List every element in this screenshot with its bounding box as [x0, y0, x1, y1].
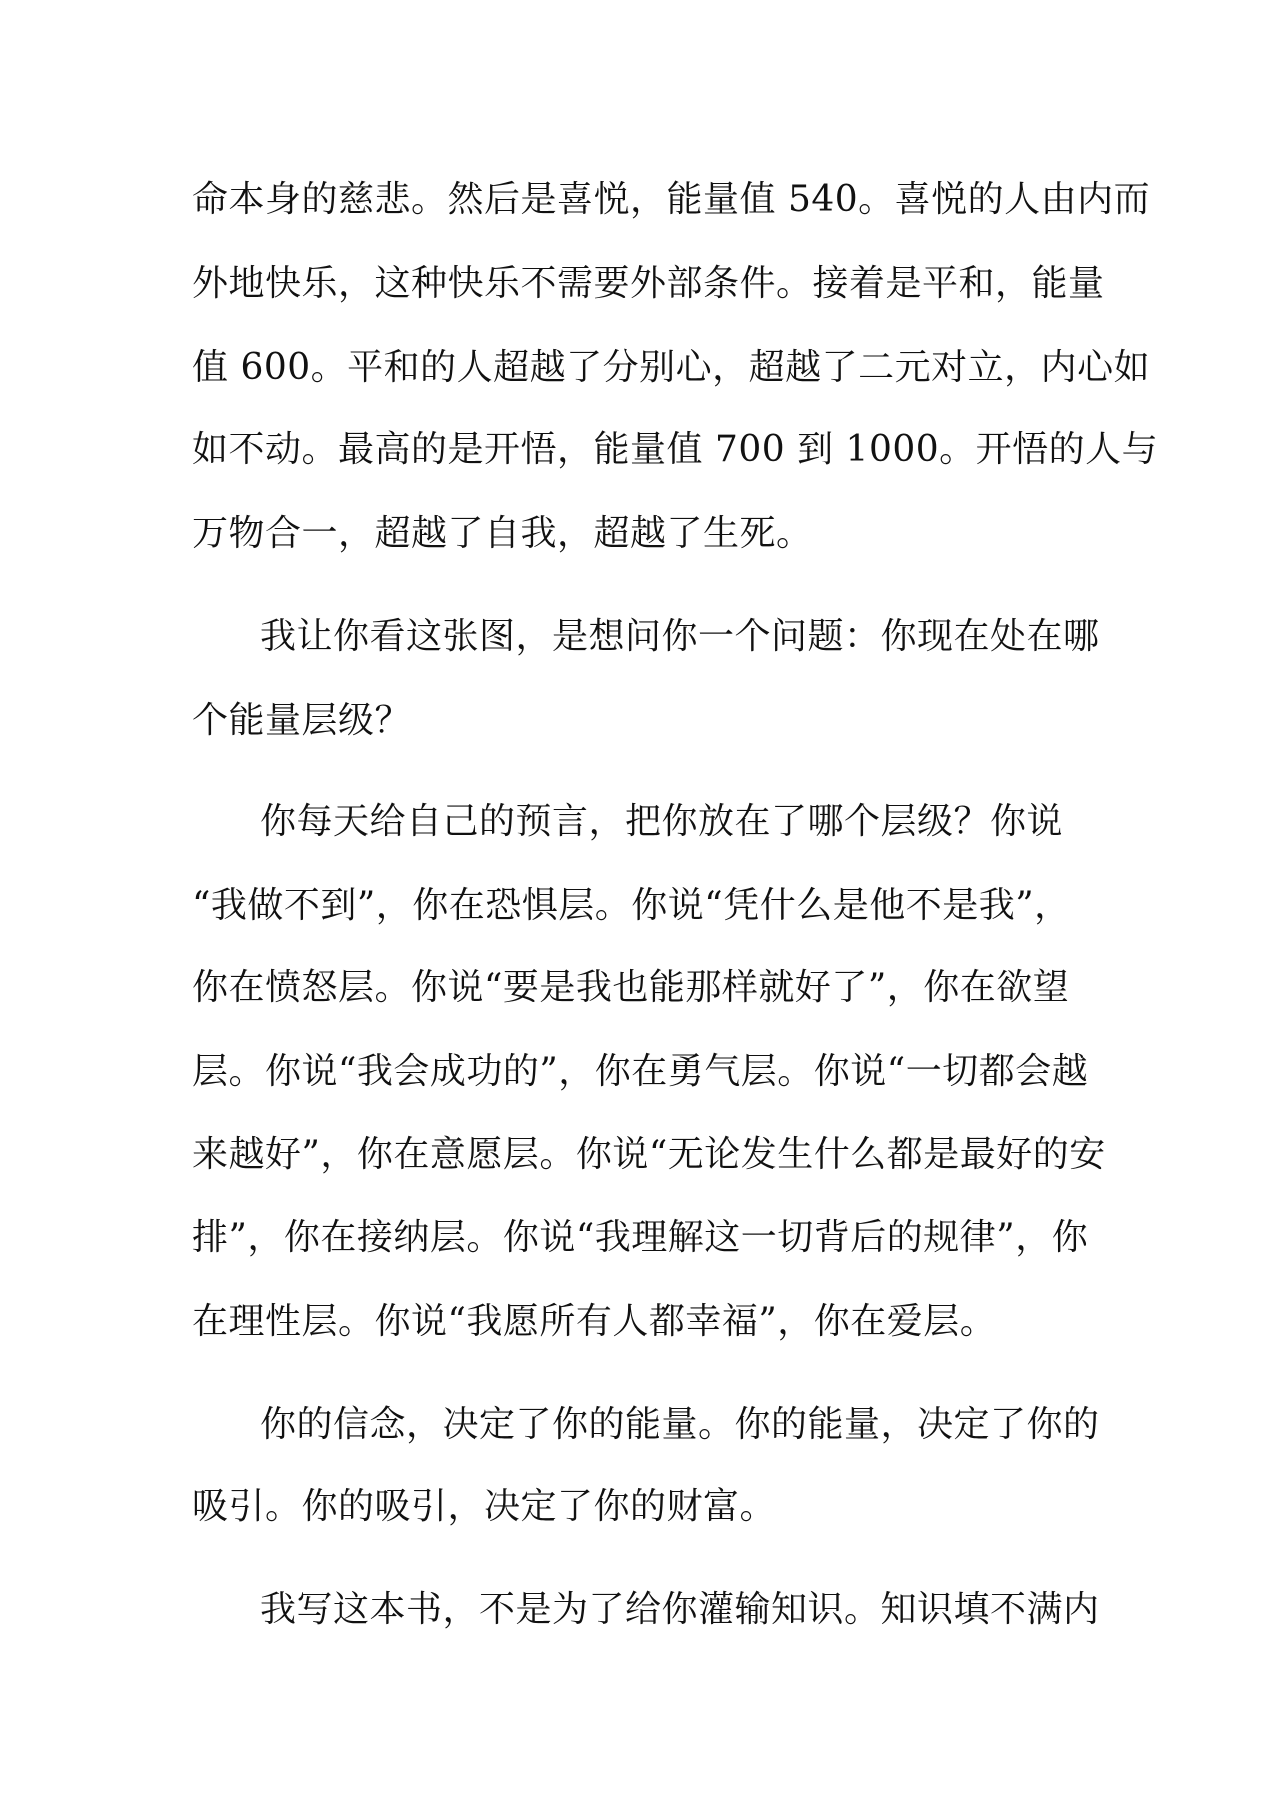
paragraph-2-line-2: 个能量层级？: [192, 700, 412, 741]
paragraph-4-line-2: 吸引。你的吸引，决定了你的财富。: [192, 1486, 777, 1527]
paragraph-2-line-1: 我让你看这张图，是想问你一个问题：你现在处在哪: [260, 616, 1100, 657]
paragraph-3-line-7: 在理性层。你说“我愿所有人都幸福”，你在爱层。: [192, 1301, 997, 1342]
paragraph-3-line-5: 来越好”，你在意愿层。你说“无论发生什么都是最好的安: [192, 1134, 1106, 1175]
paragraph-1-line-3: 值 600。平和的人超越了分别心，超越了二元对立，内心如: [192, 347, 1151, 388]
paragraph-3-line-2: “我做不到”，你在恐惧层。你说“凭什么是他不是我”，: [192, 885, 1071, 926]
paragraph-3-line-4: 层。你说“我会成功的”，你在勇气层。你说“一切都会越: [192, 1051, 1089, 1092]
paragraph-3-line-6: 排”，你在接纳层。你说“我理解这一切背后的规律”，你: [192, 1217, 1089, 1258]
paragraph-5-line-1: 我写这本书，不是为了给你灌输知识。知识填不满内: [260, 1589, 1100, 1630]
paragraph-1-line-2: 外地快乐，这种快乐不需要外部条件。接着是平和，能量: [192, 263, 1105, 304]
paragraph-1-line-4: 如不动。最高的是开悟，能量值 700 到 1000。开悟的人与: [192, 429, 1159, 470]
paragraph-3-line-1: 你每天给自己的预言，把你放在了哪个层级？你说: [260, 801, 1064, 842]
paragraph-1-line-1: 命本身的慈悲。然后是喜悦，能量值 540。喜悦的人由内而: [192, 179, 1151, 220]
paragraph-1-line-5: 万物合一，超越了自我，超越了生死。: [192, 513, 813, 554]
paragraph-3-line-3: 你在愤怒层。你说“要是我也能那样就好了”，你在欲望: [192, 967, 1070, 1008]
paragraph-4-line-1: 你的信念，决定了你的能量。你的能量，决定了你的: [260, 1404, 1100, 1445]
